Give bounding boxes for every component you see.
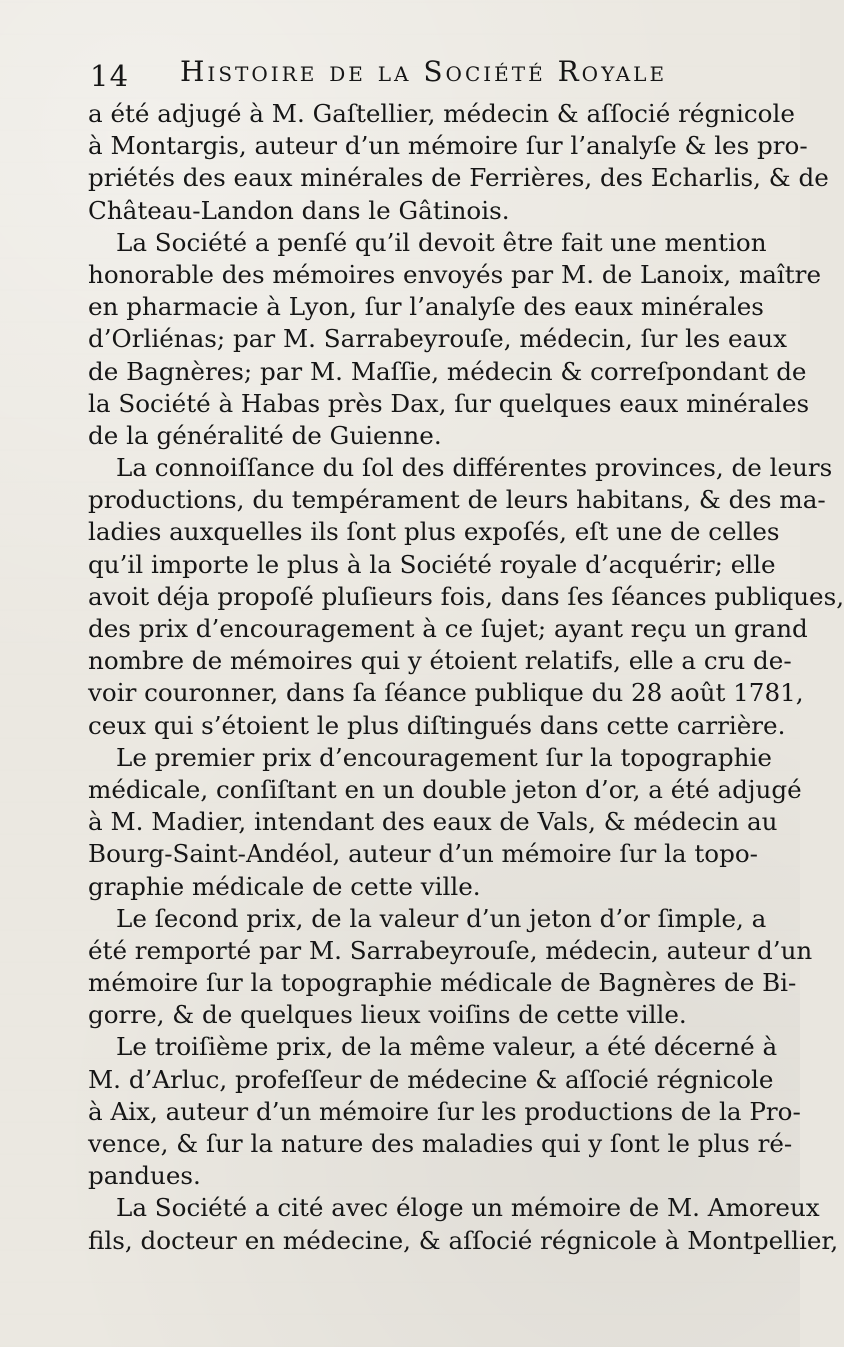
text-line: Le ſecond prix, de la valeur d’un jeton d’or ſimple, a (116, 903, 767, 933)
text-line: nombre de mémoires qui y étoient relatifs, elle a cru de- (88, 646, 792, 676)
page-number: 14 (90, 59, 130, 93)
text-line: des prix d’encouragement à ce ſujet; ayant reçu un grand (88, 614, 808, 643)
text-line: fils, docteur en médecine, & aſſocié régnicole à Montpellier, (88, 1225, 839, 1255)
text-line: pandues. (88, 1161, 201, 1191)
page-header (90, 55, 730, 95)
text-line: M. d’Arluc, profeſſeur de médecine & aſſocié régnicole (88, 1064, 774, 1094)
text-line: Le premier prix d’encouragement ſur la topographie (116, 742, 772, 772)
text-line: été remporté par M. Sarrabeyrouſe, médecin, auteur d’un (88, 935, 813, 965)
text-line: La connoiſſance du ſol des différentes provinces, de leurs (116, 453, 833, 483)
main-text (88, 98, 844, 1257)
text-line: graphie médicale de cette ville. (88, 871, 481, 901)
text-line: a été adjugé à M. Gaſtellier, médecin & aſſocié régnicole (88, 99, 795, 128)
text-line: La Société a cité avec éloge un mémoire de M. Amoreux (116, 1193, 820, 1223)
running-title: Histoire de la Société Royale (180, 55, 668, 88)
text-line: d’Orliénas; par M. Sarrabeyrouſe, médecin, ſur les eaux (88, 324, 787, 354)
text-line: à Aix, auteur d’un mémoire ſur les productions de la Pro- (88, 1096, 801, 1126)
text-line: de Bagnères; par M. Maſſie, médecin & correſpondant de (88, 356, 807, 386)
text-line: productions, du tempérament de leurs habitans, & des ma- (88, 485, 826, 515)
text-line: à Montargis, auteur d’un mémoire ſur l’analyſe & les pro- (88, 131, 808, 161)
text-line: mémoire ſur la topographie médicale de Bagnères de Bi- (88, 968, 797, 998)
text-line: Bourg-Saint-Andéol, auteur d’un mémoire ſur la topo- (88, 839, 758, 869)
text-line: ladies auxquelles ils ſont plus expoſés, eſt une de celles (88, 517, 780, 547)
text-line: de la généralité de Guienne. (88, 420, 442, 450)
text-line: Château-Landon dans le Gâtinois. (88, 195, 510, 225)
text-line: priétés des eaux minérales de Ferrières, des Echarlis, & de (88, 163, 829, 193)
text-line: La Société a penſé qu’il devoit être fait une mention (116, 227, 767, 257)
text-line: vence, & ſur la nature des maladies qui y ſont le plus ré- (88, 1129, 793, 1158)
text-line: en pharmacie à Lyon, ſur l’analyſe des eaux minérales (88, 292, 764, 322)
text-line: la Société à Habas près Dax, ſur quelques eaux minérales (88, 388, 810, 418)
text-line: honorable des mémoires envoyés par M. de Lanoix, maître (88, 259, 821, 289)
text-line: ceux qui s’étoient le plus diſtingués dans cette carrière. (88, 710, 786, 740)
text-line: gorre, & de quelques lieux voiſins de cette ville. (88, 1000, 687, 1030)
text-line: Le troiſième prix, de la même valeur, a été décerné à (116, 1032, 778, 1062)
text-line: avoit déja propoſé pluſieurs fois, dans ſes ſéances publiques, (88, 581, 844, 611)
text-line: médicale, conſiſtant en un double jeton d’or, a été adjugé (88, 774, 802, 804)
text-line: voir couronner, dans ſa ſéance publique du 28 août 1781, (88, 678, 804, 708)
text-line: qu’il importe le plus à la Société royale d’acquérir; elle (88, 549, 776, 579)
text-line: à M. Madier, intendant des eaux de Vals, & médecin au (88, 807, 778, 837)
